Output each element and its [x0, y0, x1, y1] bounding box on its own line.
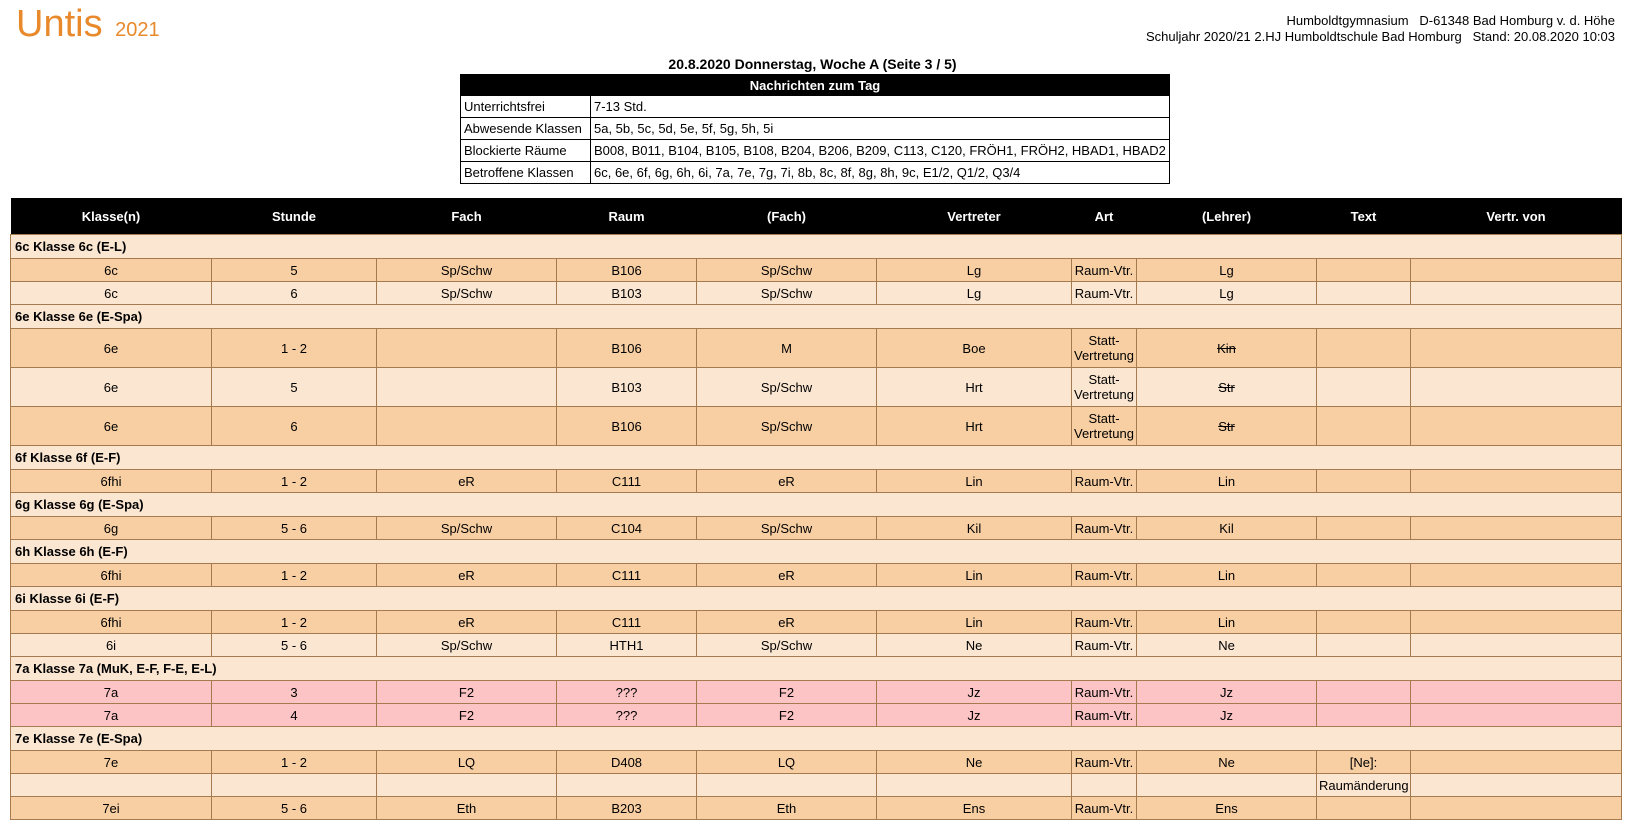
class-group-label: 6h Klasse 6h (E-F) [11, 540, 1622, 564]
table-cell: 6fhi [11, 611, 212, 634]
table-cell: Eth [697, 797, 877, 820]
table-cell [377, 368, 557, 407]
table-cell: Kin [1137, 329, 1317, 368]
table-cell [377, 407, 557, 446]
school-header [1146, 13, 1615, 45]
news-value: B008, B011, B104, B105, B108, B204, B206, B209, C113, C120, FRÖH1, FRÖH2, HBAD1, HBAD2 [591, 140, 1170, 162]
table-cell: B203 [557, 797, 697, 820]
table-cell [1411, 329, 1622, 368]
table-cell [1411, 797, 1622, 820]
table-cell: Str [1137, 407, 1317, 446]
table-cell: Statt-Vertretung [1072, 368, 1137, 407]
table-cell: 6g [11, 517, 212, 540]
news-value: 6c, 6e, 6f, 6g, 6h, 6i, 7a, 7e, 7g, 7i, 8b, 8c, 8f, 8g, 8h, 9c, E1/2, Q1/2, Q3/4 [591, 162, 1170, 184]
table-cell: 6 [212, 407, 377, 446]
table-cell: M [697, 329, 877, 368]
table-cell [1317, 282, 1411, 305]
table-cell [1072, 774, 1137, 797]
table-cell [1411, 634, 1622, 657]
table-cell: Lg [877, 259, 1072, 282]
table-cell: Lin [877, 564, 1072, 587]
table-cell: 6fhi [11, 470, 212, 493]
table-cell [1317, 797, 1411, 820]
logo-year: 2021 [115, 19, 160, 41]
table-cell: Ne [1137, 634, 1317, 657]
substitution-table [10, 198, 1622, 820]
table-cell: 5 - 6 [212, 634, 377, 657]
table-cell: [Ne]: [1317, 751, 1411, 774]
table-cell: Lg [1137, 282, 1317, 305]
table-cell: B106 [557, 407, 697, 446]
table-cell: Raum-Vtr. [1072, 470, 1137, 493]
table-cell: Sp/Schw [377, 517, 557, 540]
table-cell [1317, 611, 1411, 634]
table-cell: 5 [212, 259, 377, 282]
column-header: Art [1072, 198, 1137, 235]
table-cell: C104 [557, 517, 697, 540]
table-cell: eR [377, 611, 557, 634]
table-cell: 4 [212, 704, 377, 727]
news-value: 5a, 5b, 5c, 5d, 5e, 5f, 5g, 5h, 5i [591, 118, 1170, 140]
class-group-row [11, 540, 1622, 564]
table-cell: Raum-Vtr. [1072, 564, 1137, 587]
table-cell: Ne [1137, 751, 1317, 774]
table-cell: 6e [11, 329, 212, 368]
table-row [11, 259, 1622, 282]
table-cell: 1 - 2 [212, 470, 377, 493]
table-cell: 7a [11, 681, 212, 704]
class-group-label: 7e Klasse 7e (E-Spa) [11, 727, 1622, 751]
news-table [460, 74, 1170, 184]
table-cell: 6fhi [11, 564, 212, 587]
table-row [11, 634, 1622, 657]
table-cell [1411, 564, 1622, 587]
table-cell [1411, 470, 1622, 493]
class-group-label: 6i Klasse 6i (E-F) [11, 587, 1622, 611]
table-cell: Kil [1137, 517, 1317, 540]
table-cell: Lin [1137, 564, 1317, 587]
table-cell: 5 - 6 [212, 517, 377, 540]
page-title: 20.8.2020 Donnerstag, Woche A (Seite 3 / 5) [668, 56, 957, 72]
news-key: Betroffene Klassen [461, 162, 591, 184]
table-cell: 1 - 2 [212, 329, 377, 368]
table-cell: B106 [557, 329, 697, 368]
table-cell [11, 774, 212, 797]
table-cell: Sp/Schw [377, 634, 557, 657]
table-cell: Sp/Schw [697, 407, 877, 446]
news-key: Blockierte Räume [461, 140, 591, 162]
table-cell: Hrt [877, 407, 1072, 446]
table-cell [697, 774, 877, 797]
column-header: Fach [377, 198, 557, 235]
column-header: Stunde [212, 198, 377, 235]
table-cell: Ne [877, 634, 1072, 657]
table-cell: D408 [557, 751, 697, 774]
news-key: Abwesende Klassen [461, 118, 591, 140]
school-name: Humboldtgymnasium D-61348 Bad Homburg v. d. Höhe [1286, 13, 1615, 28]
table-cell: 7ei [11, 797, 212, 820]
table-cell: B103 [557, 282, 697, 305]
table-cell: Jz [877, 681, 1072, 704]
class-group-label: 6f Klasse 6f (E-F) [11, 446, 1622, 470]
table-cell [1317, 564, 1411, 587]
table-cell: LQ [377, 751, 557, 774]
class-group-label: 6c Klasse 6c (E-L) [11, 235, 1622, 259]
table-cell [1317, 329, 1411, 368]
table-cell: B103 [557, 368, 697, 407]
column-header: (Lehrer) [1137, 198, 1317, 235]
table-cell: 6i [11, 634, 212, 657]
school-year-status: Schuljahr 2020/21 2.HJ Humboldtschule Bad Homburg Stand: 20.08.2020 10:03 [1145, 29, 1615, 44]
table-cell [1137, 774, 1317, 797]
table-cell: LQ [697, 751, 877, 774]
table-cell: Eth [377, 797, 557, 820]
table-cell: C111 [557, 470, 697, 493]
table-cell: 5 [212, 368, 377, 407]
table-cell: Lin [877, 470, 1072, 493]
table-cell: HTH1 [557, 634, 697, 657]
column-header: (Fach) [697, 198, 877, 235]
table-cell: Sp/Schw [697, 634, 877, 657]
table-cell: eR [697, 611, 877, 634]
table-cell: Raum-Vtr. [1072, 797, 1137, 820]
class-group-row [11, 727, 1622, 751]
table-cell: Boe [877, 329, 1072, 368]
table-row [11, 564, 1622, 587]
table-cell [1411, 681, 1622, 704]
class-group-row [11, 587, 1622, 611]
table-row [11, 368, 1622, 407]
table-cell: Raum-Vtr. [1072, 634, 1137, 657]
table-cell: 7e [11, 751, 212, 774]
table-cell [557, 774, 697, 797]
class-group-label: 7a Klasse 7a (MuK, E-F, F-E, E-L) [11, 657, 1622, 681]
table-cell [1317, 368, 1411, 407]
table-cell [1411, 774, 1622, 797]
table-row [11, 611, 1622, 634]
table-cell: Kil [877, 517, 1072, 540]
table-row [11, 797, 1622, 820]
table-cell: Sp/Schw [697, 282, 877, 305]
news-title: Nachrichten zum Tag [461, 75, 1170, 96]
table-cell [1411, 704, 1622, 727]
table-cell: Sp/Schw [697, 368, 877, 407]
table-cell [1411, 282, 1622, 305]
table-cell [1411, 368, 1622, 407]
table-cell: Ens [877, 797, 1072, 820]
table-cell [1317, 470, 1411, 493]
class-group-row [11, 305, 1622, 329]
logo-name: Untis [16, 3, 103, 45]
table-row [11, 704, 1622, 727]
column-header: Vertr. von [1411, 198, 1622, 235]
table-row [11, 517, 1622, 540]
table-cell: 5 - 6 [212, 797, 377, 820]
table-cell: 3 [212, 681, 377, 704]
column-header: Text [1317, 198, 1411, 235]
table-cell: Raum-Vtr. [1072, 704, 1137, 727]
table-cell: Raumänderung [1317, 774, 1411, 797]
class-group-row [11, 657, 1622, 681]
table-cell [1317, 259, 1411, 282]
news-row [461, 162, 1170, 184]
table-cell: 6 [212, 282, 377, 305]
untis-logo [16, 2, 160, 52]
table-cell: Jz [877, 704, 1072, 727]
column-header: Vertreter [877, 198, 1072, 235]
table-cell: 1 - 2 [212, 564, 377, 587]
table-cell: Hrt [877, 368, 1072, 407]
table-cell: F2 [377, 681, 557, 704]
table-cell: Jz [1137, 704, 1317, 727]
table-cell [377, 329, 557, 368]
table-cell: Sp/Schw [377, 259, 557, 282]
column-header: Raum [557, 198, 697, 235]
class-group-label: 6g Klasse 6g (E-Spa) [11, 493, 1622, 517]
table-cell: ??? [557, 681, 697, 704]
class-group-row [11, 446, 1622, 470]
table-header-row [11, 198, 1622, 235]
table-row [11, 681, 1622, 704]
table-cell: 6c [11, 259, 212, 282]
table-cell: Lin [877, 611, 1072, 634]
table-cell: ??? [557, 704, 697, 727]
news-row [461, 140, 1170, 162]
table-cell: eR [377, 564, 557, 587]
table-cell [1317, 704, 1411, 727]
news-key: Unterrichtsfrei [461, 96, 591, 118]
table-row [11, 470, 1622, 493]
table-cell: C111 [557, 611, 697, 634]
table-cell: Raum-Vtr. [1072, 259, 1137, 282]
table-cell: F2 [697, 681, 877, 704]
table-cell [1317, 407, 1411, 446]
table-cell [1317, 681, 1411, 704]
table-cell: Ens [1137, 797, 1317, 820]
table-cell: 6e [11, 407, 212, 446]
table-cell: C111 [557, 564, 697, 587]
table-cell: Lg [877, 282, 1072, 305]
news-row [461, 118, 1170, 140]
table-cell: Lg [1137, 259, 1317, 282]
table-cell: Str [1137, 368, 1317, 407]
table-cell: 1 - 2 [212, 751, 377, 774]
table-cell: 1 - 2 [212, 611, 377, 634]
table-cell [1411, 751, 1622, 774]
column-header: Klasse(n) [11, 198, 212, 235]
table-cell [1411, 517, 1622, 540]
table-cell [1411, 407, 1622, 446]
table-cell: Lin [1137, 611, 1317, 634]
table-cell: eR [697, 470, 877, 493]
table-cell: Sp/Schw [377, 282, 557, 305]
table-cell: Raum-Vtr. [1072, 282, 1137, 305]
class-group-row [11, 235, 1622, 259]
table-cell: Sp/Schw [697, 517, 877, 540]
table-cell: 7a [11, 704, 212, 727]
table-row [11, 751, 1622, 774]
table-row [11, 774, 1622, 797]
class-group-row [11, 493, 1622, 517]
table-cell [1411, 611, 1622, 634]
table-cell: Raum-Vtr. [1072, 517, 1137, 540]
table-row [11, 329, 1622, 368]
table-cell: Jz [1137, 681, 1317, 704]
table-cell [877, 774, 1072, 797]
table-cell: F2 [697, 704, 877, 727]
table-cell: Sp/Schw [697, 259, 877, 282]
table-cell [1411, 259, 1622, 282]
table-cell: Statt-Vertretung [1072, 329, 1137, 368]
table-cell: eR [697, 564, 877, 587]
table-cell: Statt-Vertretung [1072, 407, 1137, 446]
table-cell [1317, 517, 1411, 540]
table-cell: Raum-Vtr. [1072, 681, 1137, 704]
table-cell [377, 774, 557, 797]
table-cell: F2 [377, 704, 557, 727]
table-cell: Ne [877, 751, 1072, 774]
news-value: 7-13 Std. [591, 96, 1170, 118]
table-cell: Lin [1137, 470, 1317, 493]
table-row [11, 407, 1622, 446]
table-cell [1317, 634, 1411, 657]
news-row [461, 96, 1170, 118]
table-row [11, 282, 1622, 305]
table-cell: Raum-Vtr. [1072, 751, 1137, 774]
table-cell: Raum-Vtr. [1072, 611, 1137, 634]
class-group-label: 6e Klasse 6e (E-Spa) [11, 305, 1622, 329]
table-cell: 6c [11, 282, 212, 305]
table-cell: B106 [557, 259, 697, 282]
table-cell [212, 774, 377, 797]
table-cell: eR [377, 470, 557, 493]
table-cell: 6e [11, 368, 212, 407]
